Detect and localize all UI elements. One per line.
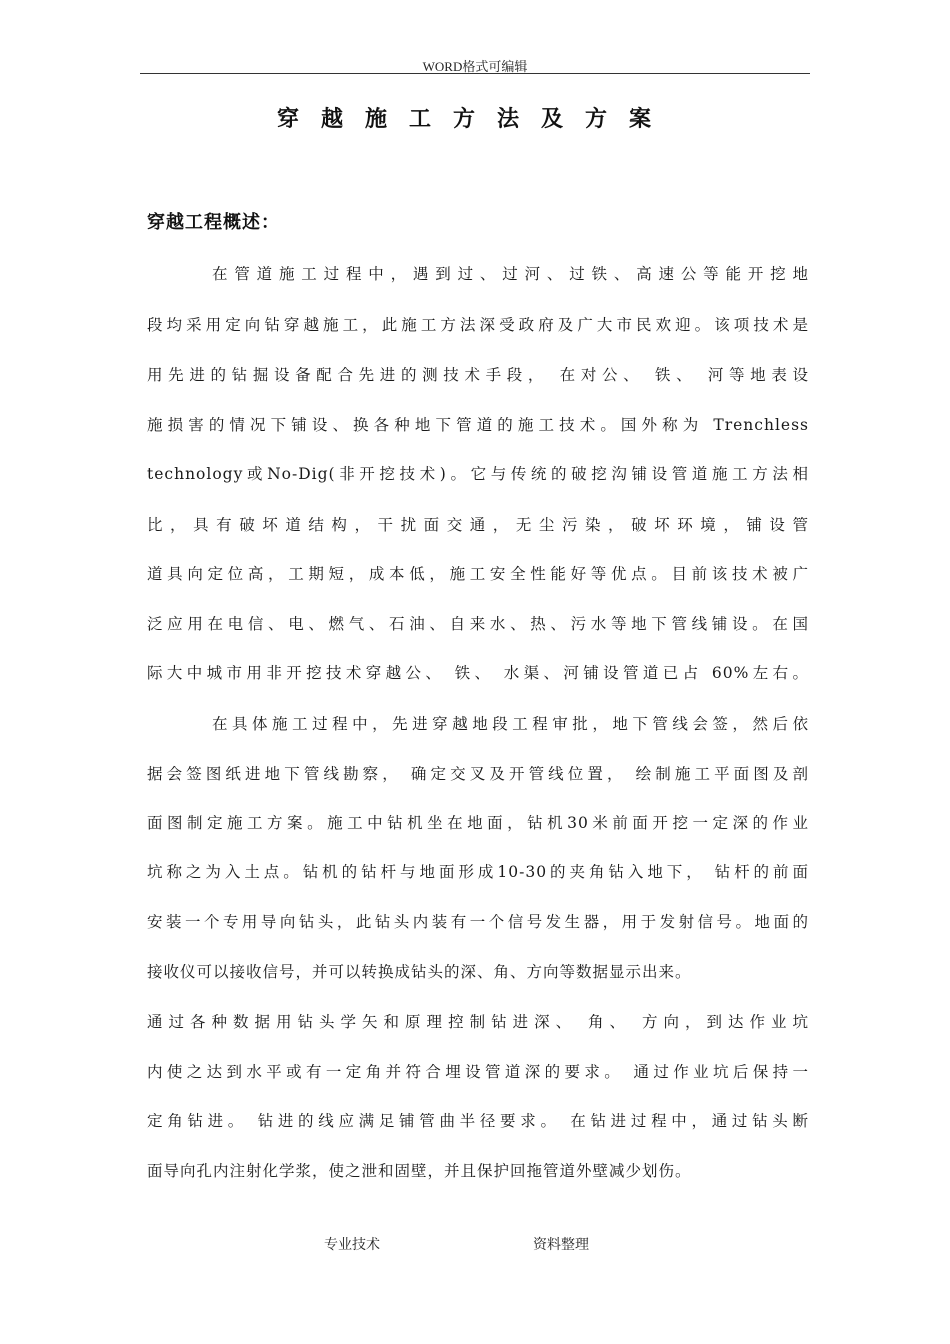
paragraph-line: 据会签图纸进地下管线勘察， 确定交叉及开管线位置， 绘制施工平面图及剖 (147, 765, 809, 783)
paragraph-line: 内使之达到水平或有一定角并符合埋设管道深的要求。 通过作业坑后保持一 (147, 1063, 809, 1081)
paragraph-line: 定角钻进。 钻进的线应满足铺管曲半径要求。 在钻进过程中，通过钻头断 (147, 1112, 809, 1130)
paragraph-line: technology或No-Dig(非开挖技术)。它与传统的破挖沟铺设管道施工方法相 (147, 465, 809, 483)
paragraph-line: 接收仪可以接收信号，并可以转换成钻头的深、角、方向等数据显示出来。 (147, 963, 692, 981)
paragraph-line: 安装一个专用导向钻头，此钻头内装有一个信号发生器，用于发射信号。地面的 (147, 913, 809, 931)
footer-left-text: 专业技术 (324, 1237, 380, 1253)
document-title: 穿越施工方法及方案 (276, 106, 673, 132)
paragraph-line: 泛应用在电信、电、燃气、石油、自来水、热、污水等地下管线铺设。在国 (147, 615, 809, 633)
paragraph-line: 面图制定施工方案。施工中钻机坐在地面，钻机30米前面开挖一定深的作业 (147, 814, 809, 832)
paragraph-line: 段均采用定向钻穿越施工，此施工方法深受政府及广大市民欢迎。该项技术是 (147, 316, 809, 334)
paragraph-line: 面导向孔内注射化学浆，使之泄和固壁，并且保护回拖管道外壁减少划伤。 (147, 1162, 692, 1180)
paragraph-line: 坑称之为入土点。钻机的钻杆与地面形成10-30的夹角钻入地下， 钻杆的前面 (147, 863, 809, 881)
section-heading: 穿越工程概述： (147, 212, 280, 233)
paragraph-line: 际大中城市用非开挖技术穿越公、 铁、 水渠、河铺设管道已占 60%左右。 (147, 664, 809, 682)
paragraph-line: 施损害的情况下铺设、换各种地下管道的施工技术。国外称为 Trenchless (147, 416, 809, 434)
paragraph-line: 道具向定位高，工期短，成本低，施工安全性能好等优点。目前该技术被广 (147, 565, 809, 583)
paragraph-line: 在管道施工过程中，遇到过、过河、过铁、高速公等能开挖地 (212, 265, 809, 283)
paragraph-line: 在具体施工过程中，先进穿越地段工程审批，地下管线会签，然后依 (212, 715, 809, 733)
paragraph-line: 用先进的钻掘设备配合先进的测技术手段， 在对公、 铁、 河等地表设 (147, 366, 809, 384)
footer-right-text: 资料整理 (533, 1237, 589, 1253)
paragraph-line: 比，具有破坏道结构，干扰面交通，无尘污染，破坏环境，铺设管 (147, 516, 809, 534)
paragraph-line: 通过各种数据用钻头学矢和原理控制钻进深、 角、 方向，到达作业坑 (147, 1013, 809, 1031)
header-divider (140, 73, 810, 74)
header-text: WORD格式可编辑 (422, 59, 528, 74)
